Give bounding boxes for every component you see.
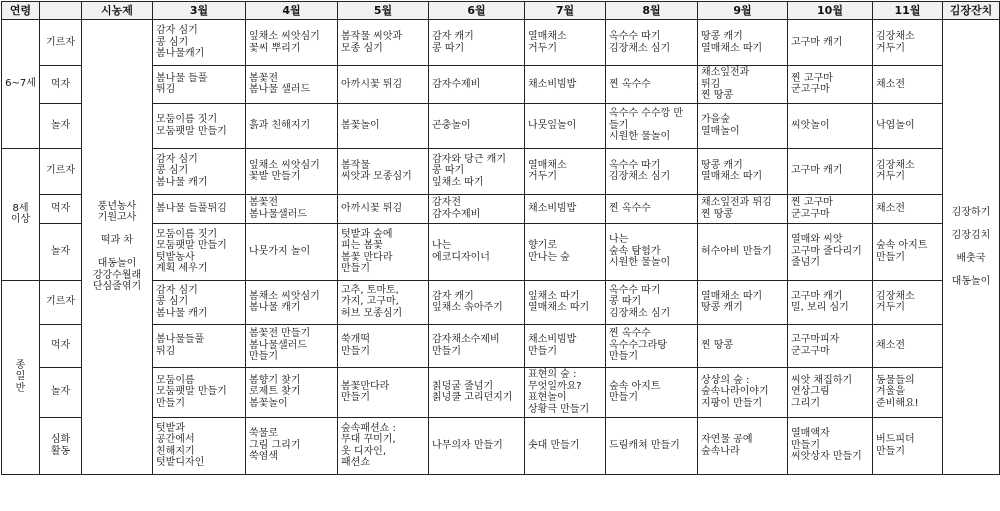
activity-cell-oct: 찐 고구마 군고구마	[788, 194, 873, 223]
activity-cell-mar: 봄나물 들풀 튀김	[153, 66, 246, 104]
activity-cell-nov: 김장채소 거두기	[873, 280, 943, 324]
activity-cell-aug: 나는 숲속 탐험가 시원한 물놀이	[606, 223, 698, 280]
activity-cell-nov: 동물들의 겨울을 준비해요!	[873, 367, 943, 417]
activity-cell-jun: 나는 에코디자이너	[429, 223, 525, 280]
activity-cell-jul: 솟대 만들기	[525, 417, 606, 474]
activity-cell-apr: 봄향기 찾기 로제트 찾기 봄꽃놀이	[246, 367, 338, 417]
activity-cell-jun: 감자 캐기 콩 따기	[429, 20, 525, 66]
activity-plan-table	[1, 1, 1000, 475]
activity-cell-jul: 열매채소 거두기	[525, 148, 606, 194]
activity-cell-jun: 나무의자 만들기	[429, 417, 525, 474]
activity-cell-jun: 칡덩굴 줄넘기 칡넝쿨 고리던지기	[429, 367, 525, 417]
activity-cell-oct: 씨앗 채집하기 연상그림 그리기	[788, 367, 873, 417]
activity-cell-nov: 김장채소 거두기	[873, 20, 943, 66]
activity-cell-apr: 쑥물로 그림 그리기 쑥염색	[246, 417, 338, 474]
activity-cell-sep: 상상의 숲 : 숲속나라이야기 지팡이 만들기	[698, 367, 788, 417]
activity-cell-aug: 찐 옥수수	[606, 66, 698, 104]
activity-cell-apr: 봄꽃전 봄나물샐러드	[246, 194, 338, 223]
activity-cell-jul: 채소비빔밥 만들기	[525, 324, 606, 367]
activity-cell-jul: 표현의 숲 : 무엇일까요? 표현놀이 상황극 만들기	[525, 367, 606, 417]
activity-cell-nov: 숲속 아지트 만들기	[873, 223, 943, 280]
plan-body	[2, 20, 1000, 475]
activity-cell-aug: 찐 옥수수	[606, 194, 698, 223]
header-month-mar: 3월	[153, 2, 246, 20]
activity-cell-aug: 옥수수 수수깡 만 들기 시원한 물놀이	[606, 103, 698, 148]
header-age: 연령	[2, 2, 40, 20]
activity-cell-aug: 옥수수 따기 김장채소 심기	[606, 148, 698, 194]
activity-cell-jun: 감자수제비	[429, 66, 525, 104]
activity-cell-aug: 옥수수 따기 김장채소 심기	[606, 20, 698, 66]
activity-cell-aug: 옥수수 따기 콩 따기 김장채소 심기	[606, 280, 698, 324]
activity-cell-oct: 열매액자 만들기 씨앗상자 만들기	[788, 417, 873, 474]
activity-cell-mar: 봄나물들풀 튀김	[153, 324, 246, 367]
activity-cell-apr: 봄꽃전 봄나물 샐러드	[246, 66, 338, 104]
activity-cell-oct: 고구마 캐기	[788, 148, 873, 194]
activity-cell-sep: 열매채소 따기 땅콩 캐기	[698, 280, 788, 324]
activity-type-label: 먹자	[40, 194, 82, 223]
header-kimjang: 김장잔치	[943, 2, 1000, 20]
activity-cell-apr: 봄채소 씨앗심기 봄나물 캐기	[246, 280, 338, 324]
activity-cell-apr: 잎채소 씨앗심기 꽃밭 만들기	[246, 148, 338, 194]
activity-cell-mar: 감자 심기 콩 심기 봄나물 캐기	[153, 148, 246, 194]
activity-type-label: 놀자	[40, 103, 82, 148]
activity-cell-oct: 고구마피자 군고구마	[788, 324, 873, 367]
activity-cell-jun: 감자 캐기 잎채소 솎아주기	[429, 280, 525, 324]
activity-cell-nov: 채소전	[873, 66, 943, 104]
activity-cell-jul: 나뭇잎놀이	[525, 103, 606, 148]
activity-cell-nov: 버드피더 만들기	[873, 417, 943, 474]
activity-cell-oct: 씨앗놀이	[788, 103, 873, 148]
activity-type-label: 기르자	[40, 20, 82, 66]
kimjang-events: 김장하기 김장김치 배춧국 대동놀이	[943, 20, 1000, 475]
activity-cell-sep: 채소잎전과 튀김 찐 땅콩	[698, 66, 788, 104]
header-row	[2, 2, 1000, 20]
activity-type-label: 기르자	[40, 148, 82, 194]
activity-cell-oct: 찐 고구마 군고구마	[788, 66, 873, 104]
activity-cell-may: 봄작물 씨앗과 모종심기	[338, 148, 429, 194]
header-month-nov: 11월	[873, 2, 943, 20]
age-group-label: 종 일 반	[2, 280, 40, 474]
activity-cell-jun: 감자전 감자수제비	[429, 194, 525, 223]
activity-cell-mar: 감자 심기 콩 심기 봄나물캐기	[153, 20, 246, 66]
header-month-may: 5월	[338, 2, 429, 20]
activity-cell-nov: 채소전	[873, 324, 943, 367]
age-group-label: 8세 이상	[2, 148, 40, 280]
activity-cell-apr: 봄꽃전 만들기 봄나물샐러드 만들기	[246, 324, 338, 367]
activity-cell-nov: 김장채소 거두기	[873, 148, 943, 194]
activity-cell-nov: 낙엽놀이	[873, 103, 943, 148]
activity-cell-sep: 허수아비 만들기	[698, 223, 788, 280]
activity-cell-apr: 나뭇가지 놀이	[246, 223, 338, 280]
activity-cell-sep: 자연물 공예 숲속나라	[698, 417, 788, 474]
activity-cell-jun: 감자와 당근 캐기 콩 따기 잎채소 따기	[429, 148, 525, 194]
activity-cell-oct: 고구마 캐기 밀, 보리 심기	[788, 280, 873, 324]
activity-cell-jul: 채소비빔밥	[525, 66, 606, 104]
activity-cell-jun: 감자채소수제비 만들기	[429, 324, 525, 367]
activity-cell-sep: 찐 땅콩	[698, 324, 788, 367]
activity-type-label: 심화 활동	[40, 417, 82, 474]
header-month-oct: 10월	[788, 2, 873, 20]
activity-cell-jul: 열매채소 거두기	[525, 20, 606, 66]
header-opening-ceremony: 시농제	[82, 2, 153, 20]
activity-cell-may: 숲속패션쇼 : 무대 꾸미기, 옷 디자인, 패션쇼	[338, 417, 429, 474]
activity-cell-sep: 땅콩 캐기 열매채소 따기	[698, 20, 788, 66]
activity-cell-jun: 곤충놀이	[429, 103, 525, 148]
activity-type-label: 기르자	[40, 280, 82, 324]
activity-type-label: 먹자	[40, 66, 82, 104]
activity-cell-mar: 텃밭과 공간에서 친해지기 텃밭디자인	[153, 417, 246, 474]
header-month-jun: 6월	[429, 2, 525, 20]
opening-ceremony-events: 풍년농사 기원고사 떡과 차 대동놀이 강강수월래 단심줄엮기	[82, 20, 153, 475]
header-month-sep: 9월	[698, 2, 788, 20]
activity-cell-sep: 가을숲 열매놀이	[698, 103, 788, 148]
activity-cell-nov: 채소전	[873, 194, 943, 223]
activity-cell-mar: 감자 심기 콩 심기 봄나물 캐기	[153, 280, 246, 324]
header-month-jul: 7월	[525, 2, 606, 20]
activity-cell-jul: 채소비빔밥	[525, 194, 606, 223]
activity-cell-sep: 땅콩 캐기 열매채소 따기	[698, 148, 788, 194]
activity-cell-may: 아까시꽃 튀김	[338, 194, 429, 223]
activity-cell-aug: 드림캐쳐 만들기	[606, 417, 698, 474]
activity-type-label: 먹자	[40, 324, 82, 367]
age-group-label: 6~7세	[2, 20, 40, 149]
activity-cell-may: 봄작물 씨앗과 모종 심기	[338, 20, 429, 66]
activity-cell-sep: 채소잎전과 튀김 찐 땅콩	[698, 194, 788, 223]
activity-cell-mar: 모둠이름 짓기 모둠팻말 만들기	[153, 103, 246, 148]
activity-cell-mar: 모둠이름 모둠팻말 만들기 만들기	[153, 367, 246, 417]
activity-cell-may: 고추, 토마토, 가지, 고구마, 허브 모종심기	[338, 280, 429, 324]
activity-cell-oct: 열매와 씨앗 고구마 줄다리기 줄넘기	[788, 223, 873, 280]
activity-type-label: 놀자	[40, 223, 82, 280]
activity-cell-jul: 잎채소 따기 열매채소 따기	[525, 280, 606, 324]
activity-cell-may: 아까시꽃 튀김	[338, 66, 429, 104]
activity-cell-mar: 모둠이름 짓기 모둠팻말 만들기 텃밭농사 계획 세우기	[153, 223, 246, 280]
header-month-apr: 4월	[246, 2, 338, 20]
activity-cell-apr: 잎채소 씨앗심기 꽃씨 뿌리기	[246, 20, 338, 66]
activity-cell-oct: 고구마 캐기	[788, 20, 873, 66]
activity-cell-may: 봄꽃만다라 만들기	[338, 367, 429, 417]
table-row	[2, 20, 1000, 66]
activity-cell-may: 쑥개떡 만들기	[338, 324, 429, 367]
activity-cell-jul: 향기로 만나는 숲	[525, 223, 606, 280]
activity-cell-aug: 숲속 아지트 만들기	[606, 367, 698, 417]
activity-cell-aug: 찐 옥수수 옥수수그라탕 만들기	[606, 324, 698, 367]
activity-cell-may: 봄꽃놀이	[338, 103, 429, 148]
header-month-aug: 8월	[606, 2, 698, 20]
activity-type-label: 놀자	[40, 367, 82, 417]
activity-cell-mar: 봄나물 들풀튀김	[153, 194, 246, 223]
activity-cell-may: 텃밭과 숲에 피는 봄꽃 봄꽃 만다라 만들기	[338, 223, 429, 280]
header-activity	[40, 2, 82, 20]
activity-cell-apr: 흙과 친해지기	[246, 103, 338, 148]
